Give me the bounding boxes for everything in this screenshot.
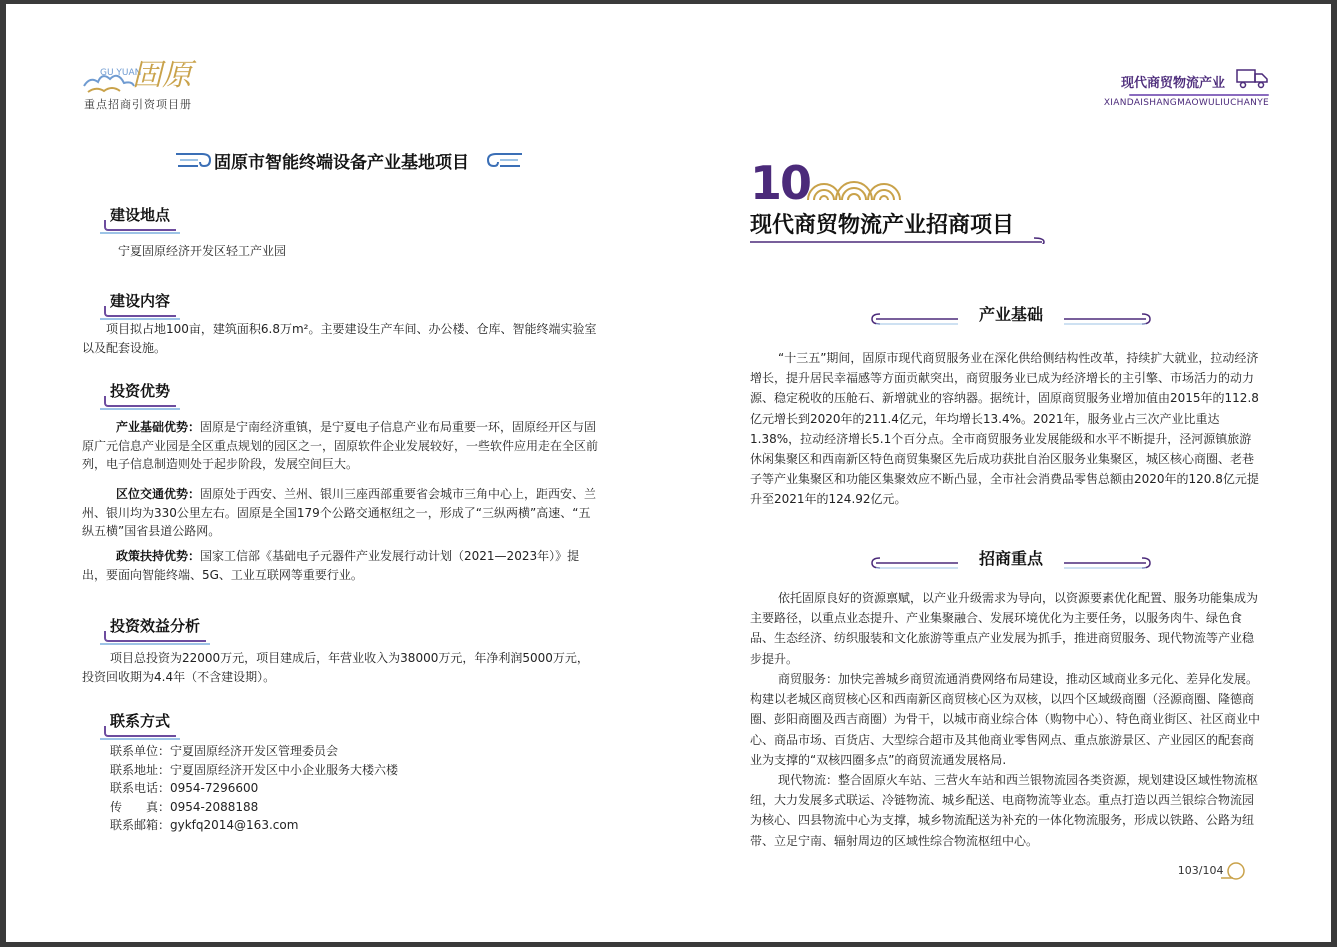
heading-underline	[104, 306, 176, 317]
left-swirl-ornament	[174, 146, 214, 174]
advantage-label: 政策扶持优势：	[116, 549, 201, 563]
page-number-text: 103/104	[1177, 864, 1224, 877]
advantage-item	[82, 418, 600, 474]
focus-paragraph: 依托固原良好的资源禀赋，以产业升级需求为导向，以资源要素优化配置、服务功能集成为主要路径，以重点业态提升、产业集聚融合、发展环境优化为主要任务，以服务肉牛、绿色食品、生态经济、纺织服装和文化旅游等重点产业发展为抓手，推进商贸服务、现代物流等产业稳步提升。	[750, 591, 1259, 666]
wave-ornament-icon	[806, 166, 906, 202]
contact-line: 联系邮箱：gykfq2014@163.com	[110, 818, 299, 832]
contact-list	[110, 742, 530, 835]
heading-focus	[866, 544, 1156, 572]
advantage-text: 固原是宁南经济重镇，是宁夏电子信息产业布局重要一环，固原经开区与固原广元信息产业园是全区重点规划的园区之一，固原软件企业发展较好，一些软件应用走在全区前列，电子信息制造则处于起步阶段，发展空间巨大。	[82, 420, 599, 471]
left-page	[6, 4, 668, 942]
content-text: 项目拟占地100亩，建筑面积6.8万m²。主要建设生产车间、办公楼、仓库、智能终端实验室以及配套设施。	[82, 322, 597, 355]
heading-text: 建设内容	[110, 292, 171, 310]
foundation-text: “十三五”期间，固原市现代商贸服务业在深化供给侧结构性改革，持续扩大就业，拉动经济增长，提升居民幸福感等方面贡献突出，商贸服务业已成为经济增长的主引擎、市场活力的动力源、稳定税收的压舱石、新增就业的容纳器。据统计，固原商贸服务业增加值由2015年的112.8亿元增长到2020年的211.4亿元，年均增长13.4%。2021年，服务业占三次产业比重达1.38%，拉动经济增长5.1个百分点。全市商贸服务业发展能级和水平不断提升，泾河源镇旅游休闲集聚区和西南新区特色商贸集聚区先后成功获批自治区服务业集聚区，城区核心商圈、老巷子等产业集聚区和功能区集聚效应不断凸显，全市社会消费品零售总额由2020年的120.8亿元提升至2021年的124.92亿元。	[750, 351, 1259, 507]
heading-text: 招商重点	[978, 549, 1043, 568]
focus-paragraph: 商贸服务：加快完善城乡商贸流通消费网络布局建设，推动区域商业多元化、差异化发展。构建以老城区商贸核心区和西南新区商贸核心区为双核，以四个区域级商圈（泾源商圈、隆德商圈、彭阳商圈及西吉商圈）为骨干，以城市商业综合体（购物中心）、特色商业街区、社区商业中心、商品市场、百货店、大型综合超市及其他商业零售网点、重点旅游景区、产业园区的配套商业为支撑的“双核四圈多点”的商贸流通发展格局.	[750, 672, 1261, 767]
heading-underline-blue	[100, 738, 180, 740]
logo-latin: GU YUAN	[100, 68, 142, 78]
heading-text: 产业基础	[978, 305, 1043, 324]
location-text: 宁夏固原经济开发区轻工产业园	[118, 244, 287, 258]
chapter-title: 现代商贸物流产业招商项目	[750, 213, 1015, 238]
right-swirl-ornament	[484, 146, 524, 174]
guyuan-logo	[82, 50, 202, 114]
header-rule	[1129, 94, 1269, 96]
section-heading-content	[110, 290, 170, 311]
document-spread	[6, 4, 1331, 942]
heading-text: 建设地点	[110, 206, 171, 224]
advantage-text: 固原处于西安、兰州、银川三座西部重要省会城市三角中心上，距西安、兰州、银川均为330公里左右。固原是全国179个公路交通枢纽之一，形成了“三纵两横”高速、“五纵五横”国省县道公路网。	[82, 487, 597, 538]
advantage-item	[82, 547, 600, 584]
heading-underline-blue	[100, 643, 210, 645]
section-heading-location	[110, 204, 170, 225]
page-circle-ornament	[1221, 860, 1247, 882]
project-title-banner	[174, 146, 524, 174]
logo-han: 固原	[132, 58, 192, 93]
benefit-text: 项目总投资为22000万元，项目建成后，年营业收入为38000万元，年净利润5000万元，投资回收期为4.4年（不含建设期）。	[82, 651, 589, 684]
logo-subtitle: 重点招商引资项目册	[84, 98, 192, 111]
contact-line: 联系地址：宁夏固原经济开发区中小企业服务大楼六楼	[110, 762, 399, 777]
advantage-label: 产业基础优势：	[116, 420, 201, 434]
right-page	[668, 4, 1331, 942]
advantage-label: 区位交通优势：	[116, 487, 201, 501]
section-header	[1104, 72, 1269, 108]
project-title: 固原市智能终端设备产业基地项目	[214, 153, 469, 173]
section-heading-contact	[110, 710, 170, 731]
heading-underline	[104, 220, 176, 231]
contact-line: 传 真：0954-2088188	[110, 799, 259, 814]
header-title: 现代商贸物流产业	[1120, 76, 1225, 91]
contact-line: 联系单位：宁夏固原经济开发区管理委员会	[110, 744, 339, 758]
heading-text: 投资效益分析	[110, 617, 201, 635]
section-heading-benefit	[110, 615, 200, 636]
contact-line: 联系电话：0954-7296600	[110, 781, 259, 795]
heading-text: 联系方式	[110, 712, 171, 730]
page-number	[1178, 860, 1247, 882]
section-heading-advantages	[110, 380, 170, 401]
advantage-item	[82, 485, 600, 541]
heading-text: 投资优势	[110, 382, 171, 400]
delivery-truck-icon	[1235, 66, 1269, 90]
chapter-number: 10	[750, 156, 811, 210]
heading-underline-blue	[100, 232, 180, 234]
heading-underline	[104, 631, 206, 642]
chapter-title-underline	[750, 236, 1050, 244]
heading-foundation	[866, 300, 1156, 328]
heading-underline-blue	[100, 408, 180, 410]
heading-underline	[104, 396, 176, 407]
heading-underline	[104, 726, 176, 737]
focus-paragraph: 现代物流：整合固原火车站、三营火车站和西兰银物流园各类资源，规划建设区域性物流枢纽，大力发展多式联运、冷链物流、城乡配送、电商物流等业态。重点打造以西兰银综合物流园为核心、四县物流中心为支撑，城乡物流配送为补充的一体化物流服务，形成以铁路、公路为纽带、立足宁南、辐射周边的区域性综合物流枢纽中心。	[750, 773, 1259, 848]
advantage-text: 国家工信部《基础电子元器件产业发展行动计划（2021—2023年）》提出，要面向智能终端、5G、工业互联网等重要行业。	[82, 549, 580, 582]
header-pinyin: XIANDAISHANGMAOWULIUCHANYE	[1103, 98, 1269, 108]
